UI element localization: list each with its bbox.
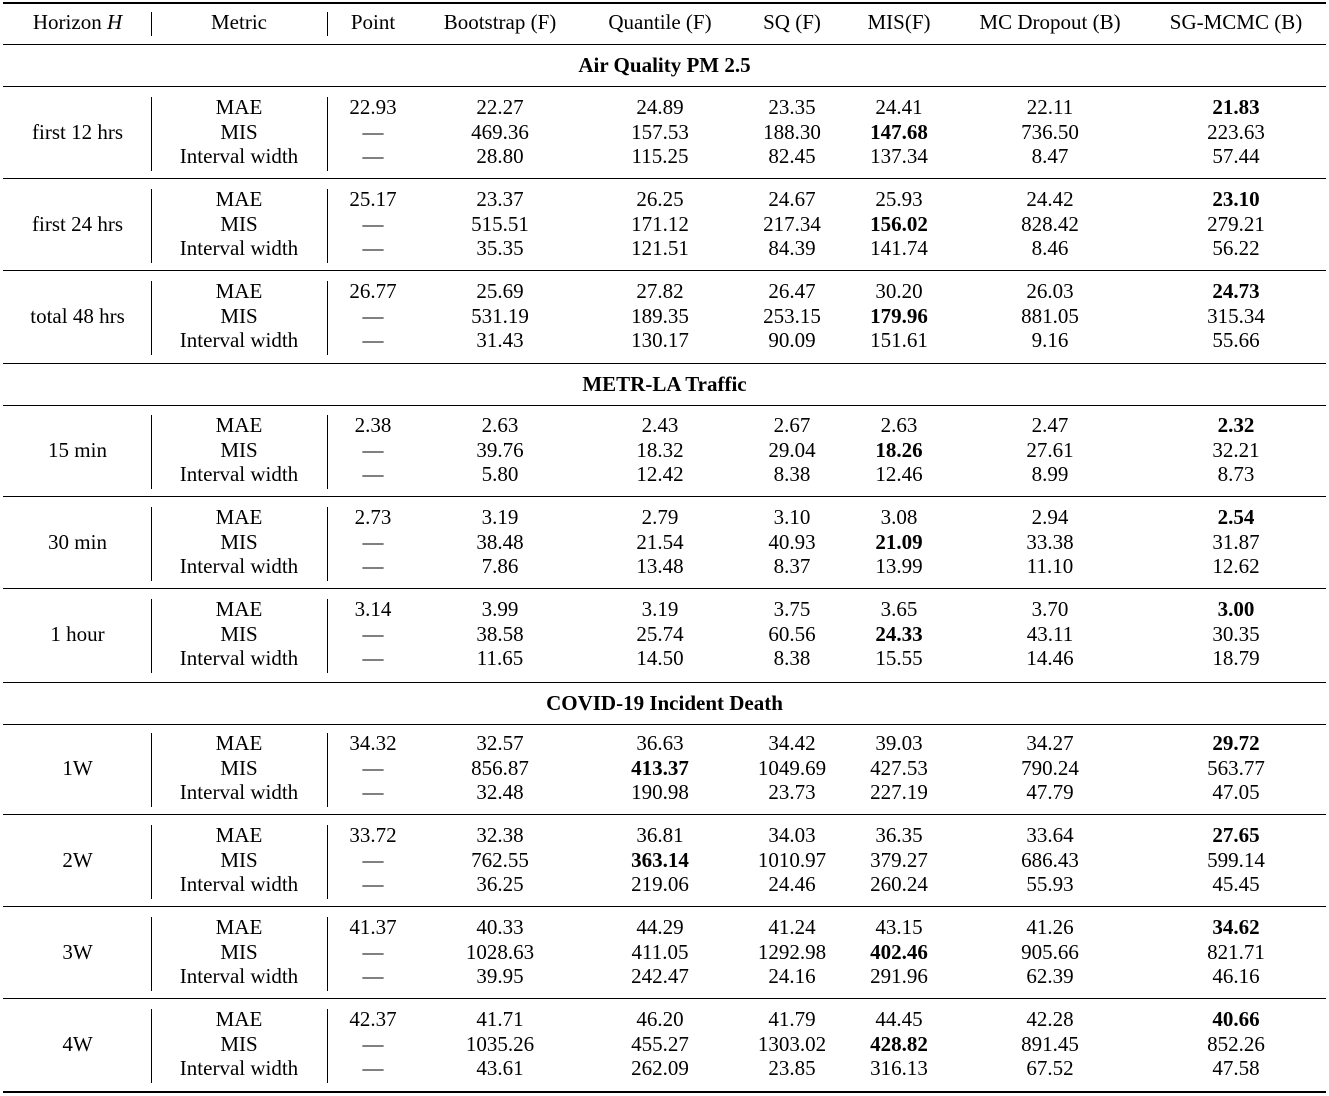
metric-label: MIS	[220, 529, 258, 554]
metric-label: MIS	[220, 303, 258, 328]
table-cell: —	[362, 780, 384, 805]
metric-label: Interval width	[179, 872, 299, 897]
section-title-rule	[3, 86, 1326, 87]
table-cell: 34.42	[768, 731, 816, 755]
column-header: Bootstrap (F)	[443, 10, 557, 34]
table-cell: 43.61	[476, 1056, 524, 1081]
table-cell: 67.52	[1026, 1056, 1074, 1081]
table-cell: 32.57	[476, 731, 524, 755]
table-cell: 8.99	[1031, 462, 1069, 487]
metric-label: Interval width	[179, 964, 299, 989]
section-title-rule	[3, 405, 1326, 406]
horizon-label: 3W	[62, 939, 93, 964]
table-cell: 188.30	[763, 119, 821, 144]
table-cell: 3.19	[641, 597, 679, 621]
table-cell: 42.37	[349, 1007, 397, 1031]
table-cell: 563.77	[1207, 755, 1265, 780]
table-cell: 852.26	[1207, 1031, 1265, 1056]
table-cell: 3.14	[354, 597, 392, 621]
metric-label: Interval width	[179, 646, 299, 671]
table-cell: 22.93	[349, 95, 397, 119]
table-cell: 25.93	[875, 187, 923, 211]
table-cell: 40.66	[1212, 1007, 1260, 1031]
table-cell: 18.79	[1212, 646, 1260, 671]
metric-label: MAE	[215, 187, 263, 211]
metric-label: Interval width	[179, 780, 299, 805]
table-cell: —	[362, 529, 384, 554]
table-cell: 33.72	[349, 823, 397, 847]
table-cell: 190.98	[631, 780, 689, 805]
table-cell: 24.16	[768, 964, 816, 989]
table-cell: 413.37	[631, 755, 689, 780]
table-cell: 21.54	[636, 529, 684, 554]
table-cell: 189.35	[631, 303, 689, 328]
metric-label: Interval width	[179, 554, 299, 579]
table-cell: 2.47	[1031, 413, 1069, 437]
table-cell: 2.73	[354, 505, 392, 529]
table-cell: 531.19	[471, 303, 529, 328]
table-cell: 156.02	[870, 211, 928, 236]
table-cell: 26.77	[349, 279, 397, 303]
table-cell: 22.27	[476, 95, 524, 119]
table-cell: 12.46	[875, 462, 923, 487]
bottom-rule	[3, 1091, 1326, 1093]
table-cell: 8.47	[1031, 144, 1069, 169]
table-cell: 455.27	[631, 1031, 689, 1056]
table-cell: 2.63	[481, 413, 519, 437]
table-cell: 8.37	[773, 554, 811, 579]
table-cell: 57.44	[1212, 144, 1260, 169]
table-cell: 27.61	[1026, 437, 1074, 462]
table-cell: 2.54	[1217, 505, 1255, 529]
table-cell: 1010.97	[757, 847, 827, 872]
table-cell: 402.46	[870, 939, 928, 964]
table-cell: 34.27	[1026, 731, 1074, 755]
table-cell: —	[362, 1056, 384, 1081]
table-cell: 22.11	[1026, 95, 1074, 119]
horizon-label: 4W	[62, 1031, 93, 1056]
table-cell: 13.48	[636, 554, 684, 579]
table-cell: 36.25	[476, 872, 524, 897]
table-cell: 223.63	[1207, 119, 1265, 144]
table-cell: 428.82	[870, 1031, 928, 1056]
table-cell: 39.03	[875, 731, 923, 755]
table-cell: —	[362, 462, 384, 487]
horizon-label: 15 min	[48, 437, 107, 462]
table-cell: 36.35	[875, 823, 923, 847]
table-cell: 736.50	[1021, 119, 1079, 144]
table-cell: 55.93	[1026, 872, 1074, 897]
table-cell: 157.53	[631, 119, 689, 144]
table-cell: 84.39	[768, 236, 816, 261]
table-cell: 151.61	[870, 328, 928, 353]
metric-label: MAE	[215, 413, 263, 437]
metric-label: MIS	[220, 755, 258, 780]
table-cell: 32.38	[476, 823, 524, 847]
column-header: MC Dropout (B)	[979, 10, 1121, 34]
table-cell: 33.38	[1026, 529, 1074, 554]
table-cell: 316.13	[870, 1056, 928, 1081]
metric-label: Interval width	[179, 462, 299, 487]
table-cell: 1049.69	[757, 755, 827, 780]
metric-label: MAE	[215, 823, 263, 847]
metric-label: MAE	[215, 505, 263, 529]
column-header: Metric	[211, 10, 267, 34]
metric-label: MIS	[220, 621, 258, 646]
table-cell: 46.16	[1212, 964, 1260, 989]
table-cell: 46.20	[636, 1007, 684, 1031]
table-cell: 262.09	[631, 1056, 689, 1081]
column-header: Quantile (F)	[608, 10, 712, 34]
table-cell: 137.34	[870, 144, 928, 169]
metric-label: MIS	[220, 939, 258, 964]
table-cell: 62.39	[1026, 964, 1074, 989]
table-cell: 1292.98	[757, 939, 827, 964]
table-cell: 25.17	[349, 187, 397, 211]
table-cell: 291.96	[870, 964, 928, 989]
horizon-label: total 48 hrs	[30, 303, 125, 328]
table-cell: 130.17	[631, 328, 689, 353]
table-cell: 469.36	[471, 119, 529, 144]
table-cell: 427.53	[870, 755, 928, 780]
table-cell: 21.83	[1212, 95, 1260, 119]
table-cell: 2.63	[880, 413, 918, 437]
table-cell: 43.15	[875, 915, 923, 939]
metric-label: MAE	[215, 1007, 263, 1031]
table-cell: 121.51	[631, 236, 689, 261]
table-cell: 856.87	[471, 755, 529, 780]
table-cell: 34.62	[1212, 915, 1260, 939]
table-cell: 253.15	[763, 303, 821, 328]
table-cell: 3.75	[773, 597, 811, 621]
header-divider	[151, 12, 152, 36]
table-cell: 30.35	[1212, 621, 1260, 646]
table-cell: 13.99	[875, 554, 923, 579]
table-cell: 47.58	[1212, 1056, 1260, 1081]
table-cell: 790.24	[1021, 755, 1079, 780]
table-cell: 599.14	[1207, 847, 1265, 872]
header-divider	[327, 12, 328, 36]
header-horizon: Horizon H	[32, 10, 123, 34]
group-divider	[327, 415, 328, 489]
table-cell: —	[362, 328, 384, 353]
table-cell: 34.03	[768, 823, 816, 847]
table-cell: 36.63	[636, 731, 684, 755]
table-cell: 260.24	[870, 872, 928, 897]
table-cell: —	[362, 872, 384, 897]
table-cell: 24.41	[875, 95, 923, 119]
table-cell: 3.10	[773, 505, 811, 529]
section-title: COVID-19 Incident Death	[546, 691, 783, 715]
table-cell: 32.21	[1212, 437, 1260, 462]
table-cell: 11.10	[1026, 554, 1074, 579]
group-divider	[327, 599, 328, 673]
table-cell: —	[362, 236, 384, 261]
table-cell: 45.45	[1212, 872, 1260, 897]
table-cell: 18.32	[636, 437, 684, 462]
table-cell: 47.79	[1026, 780, 1074, 805]
table-cell: 3.00	[1217, 597, 1255, 621]
table-cell: 315.34	[1207, 303, 1265, 328]
table-cell: 31.87	[1212, 529, 1260, 554]
metric-label: MAE	[215, 279, 263, 303]
table-cell: 1303.02	[757, 1031, 827, 1056]
table-cell: —	[362, 554, 384, 579]
table-cell: 60.56	[768, 621, 816, 646]
table-cell: 3.08	[880, 505, 918, 529]
section-title: METR-LA Traffic	[582, 372, 747, 396]
table-cell: —	[362, 119, 384, 144]
table-cell: 2.94	[1031, 505, 1069, 529]
metric-label: MIS	[220, 119, 258, 144]
metric-label: MAE	[215, 597, 263, 621]
metric-label: MIS	[220, 847, 258, 872]
table-cell: —	[362, 303, 384, 328]
table-cell: 82.45	[768, 144, 816, 169]
table-cell: 40.33	[476, 915, 524, 939]
table-cell: 27.65	[1212, 823, 1260, 847]
table-cell: 515.51	[471, 211, 529, 236]
table-cell: 31.43	[476, 328, 524, 353]
table-cell: 35.35	[476, 236, 524, 261]
table-cell: 43.11	[1026, 621, 1074, 646]
table-cell: 41.37	[349, 915, 397, 939]
table-cell: 29.04	[768, 437, 816, 462]
table-cell: 55.66	[1212, 328, 1260, 353]
section-title-rule	[3, 724, 1326, 725]
table-cell: 23.10	[1212, 187, 1260, 211]
table-cell: 28.80	[476, 144, 524, 169]
metric-label: MIS	[220, 211, 258, 236]
table-cell: 411.05	[631, 939, 689, 964]
table-cell: —	[362, 621, 384, 646]
table-cell: 36.81	[636, 823, 684, 847]
table-cell: 905.66	[1021, 939, 1079, 964]
table-cell: —	[362, 144, 384, 169]
horizon-label: 1 hour	[50, 621, 105, 646]
table-cell: 21.09	[875, 529, 923, 554]
table-cell: —	[362, 211, 384, 236]
table-cell: 3.19	[481, 505, 519, 529]
table-cell: —	[362, 437, 384, 462]
metric-label: MAE	[215, 95, 263, 119]
table-cell: 23.85	[768, 1056, 816, 1081]
group-rule	[3, 906, 1326, 907]
metric-label: Interval width	[179, 236, 299, 261]
horizon-label: 30 min	[48, 529, 107, 554]
table-cell: 147.68	[870, 119, 928, 144]
table-cell: 29.72	[1212, 731, 1260, 755]
table-cell: —	[362, 1031, 384, 1056]
section-title: Air Quality PM 2.5	[578, 53, 751, 77]
table-cell: 15.55	[875, 646, 923, 671]
group-rule	[3, 814, 1326, 815]
group-rule	[3, 998, 1326, 999]
table-cell: 2.38	[354, 413, 392, 437]
table-cell: 30.20	[875, 279, 923, 303]
table-cell: 41.26	[1026, 915, 1074, 939]
column-header: Point	[350, 10, 396, 34]
table-cell: 38.58	[476, 621, 524, 646]
table-cell: 2.67	[773, 413, 811, 437]
table-cell: 1028.63	[465, 939, 535, 964]
group-divider	[327, 733, 328, 807]
table-cell: 219.06	[631, 872, 689, 897]
table-cell: 25.74	[636, 621, 684, 646]
header-rule	[3, 44, 1326, 45]
table-cell: 115.25	[631, 144, 689, 169]
table-cell: 24.67	[768, 187, 816, 211]
table-cell: 18.26	[875, 437, 923, 462]
section-rule	[3, 682, 1326, 683]
table-cell: 14.50	[636, 646, 684, 671]
metric-label: Interval width	[179, 328, 299, 353]
table-cell: —	[362, 939, 384, 964]
group-divider	[327, 507, 328, 581]
table-cell: —	[362, 847, 384, 872]
table-cell: 363.14	[631, 847, 689, 872]
table-cell: 686.43	[1021, 847, 1079, 872]
table-cell: 5.80	[481, 462, 519, 487]
metric-label: MAE	[215, 731, 263, 755]
table-cell: 47.05	[1212, 780, 1260, 805]
horizon-label: first 24 hrs	[32, 211, 123, 236]
table-cell: 821.71	[1207, 939, 1265, 964]
metric-label: MIS	[220, 1031, 258, 1056]
table-cell: 24.89	[636, 95, 684, 119]
table-cell: 24.33	[875, 621, 923, 646]
table-cell: 9.16	[1031, 328, 1069, 353]
table-cell: 2.32	[1217, 413, 1255, 437]
table-cell: 3.65	[880, 597, 918, 621]
top-rule	[3, 2, 1326, 4]
table-cell: 23.35	[768, 95, 816, 119]
table-cell: —	[362, 755, 384, 780]
table-cell: 227.19	[870, 780, 928, 805]
group-rule	[3, 496, 1326, 497]
table-cell: 2.43	[641, 413, 679, 437]
table-cell: 24.42	[1026, 187, 1074, 211]
metric-label: Interval width	[179, 1056, 299, 1081]
table-cell: 26.47	[768, 279, 816, 303]
table-cell: 33.64	[1026, 823, 1074, 847]
horizon-label: first 12 hrs	[32, 119, 123, 144]
table-cell: 25.69	[476, 279, 524, 303]
table-cell: 1035.26	[465, 1031, 535, 1056]
table-cell: 7.86	[481, 554, 519, 579]
metric-label: Interval width	[179, 144, 299, 169]
group-divider	[327, 825, 328, 899]
table-cell: 14.46	[1026, 646, 1074, 671]
table-cell: —	[362, 646, 384, 671]
table-cell: 23.37	[476, 187, 524, 211]
table-cell: 242.47	[631, 964, 689, 989]
table-cell: 379.27	[870, 847, 928, 872]
section-rule	[3, 363, 1326, 364]
metric-label: MIS	[220, 437, 258, 462]
table-cell: 41.24	[768, 915, 816, 939]
table-cell: 8.38	[773, 462, 811, 487]
table-cell: 8.73	[1217, 462, 1255, 487]
group-divider	[327, 281, 328, 355]
table-cell: 828.42	[1021, 211, 1079, 236]
table-cell: 179.96	[870, 303, 928, 328]
table-cell: 24.73	[1212, 279, 1260, 303]
table-cell: 279.21	[1207, 211, 1265, 236]
table-cell: 40.93	[768, 529, 816, 554]
table-cell: 762.55	[471, 847, 529, 872]
table-cell: 41.79	[768, 1007, 816, 1031]
metric-label: MAE	[215, 915, 263, 939]
table-cell: 217.34	[763, 211, 821, 236]
group-divider	[327, 189, 328, 263]
table-cell: 3.99	[481, 597, 519, 621]
group-rule	[3, 588, 1326, 589]
table-cell: 891.45	[1021, 1031, 1079, 1056]
column-header: MIS(F)	[867, 10, 931, 34]
table-cell: 141.74	[870, 236, 928, 261]
table-cell: 24.46	[768, 872, 816, 897]
table-cell: 2.79	[641, 505, 679, 529]
group-divider	[327, 917, 328, 991]
table-cell: 39.76	[476, 437, 524, 462]
table-cell: 881.05	[1021, 303, 1079, 328]
table-cell: 12.42	[636, 462, 684, 487]
column-header: SG-MCMC (B)	[1169, 10, 1303, 34]
table-cell: 44.45	[875, 1007, 923, 1031]
column-header: SQ (F)	[763, 10, 821, 34]
table-cell: 12.62	[1212, 554, 1260, 579]
table-cell: 23.73	[768, 780, 816, 805]
table-cell: 11.65	[476, 646, 524, 671]
table-cell: 3.70	[1031, 597, 1069, 621]
table-cell: 39.95	[476, 964, 524, 989]
table-cell: 26.25	[636, 187, 684, 211]
table-cell: 32.48	[476, 780, 524, 805]
group-rule	[3, 270, 1326, 271]
table-cell: 41.71	[476, 1007, 524, 1031]
table-cell: 56.22	[1212, 236, 1260, 261]
group-divider	[327, 97, 328, 171]
table-cell: 42.28	[1026, 1007, 1074, 1031]
table-cell: 8.38	[773, 646, 811, 671]
group-divider	[327, 1009, 328, 1083]
table-cell: 34.32	[349, 731, 397, 755]
table-cell: —	[362, 964, 384, 989]
table-cell: 38.48	[476, 529, 524, 554]
table-cell: 27.82	[636, 279, 684, 303]
table-cell: 171.12	[631, 211, 689, 236]
horizon-label: 2W	[62, 847, 93, 872]
table-cell: 90.09	[768, 328, 816, 353]
table-cell: 26.03	[1026, 279, 1074, 303]
table-cell: 8.46	[1031, 236, 1069, 261]
horizon-label: 1W	[62, 755, 93, 780]
group-rule	[3, 178, 1326, 179]
table-cell: 44.29	[636, 915, 684, 939]
